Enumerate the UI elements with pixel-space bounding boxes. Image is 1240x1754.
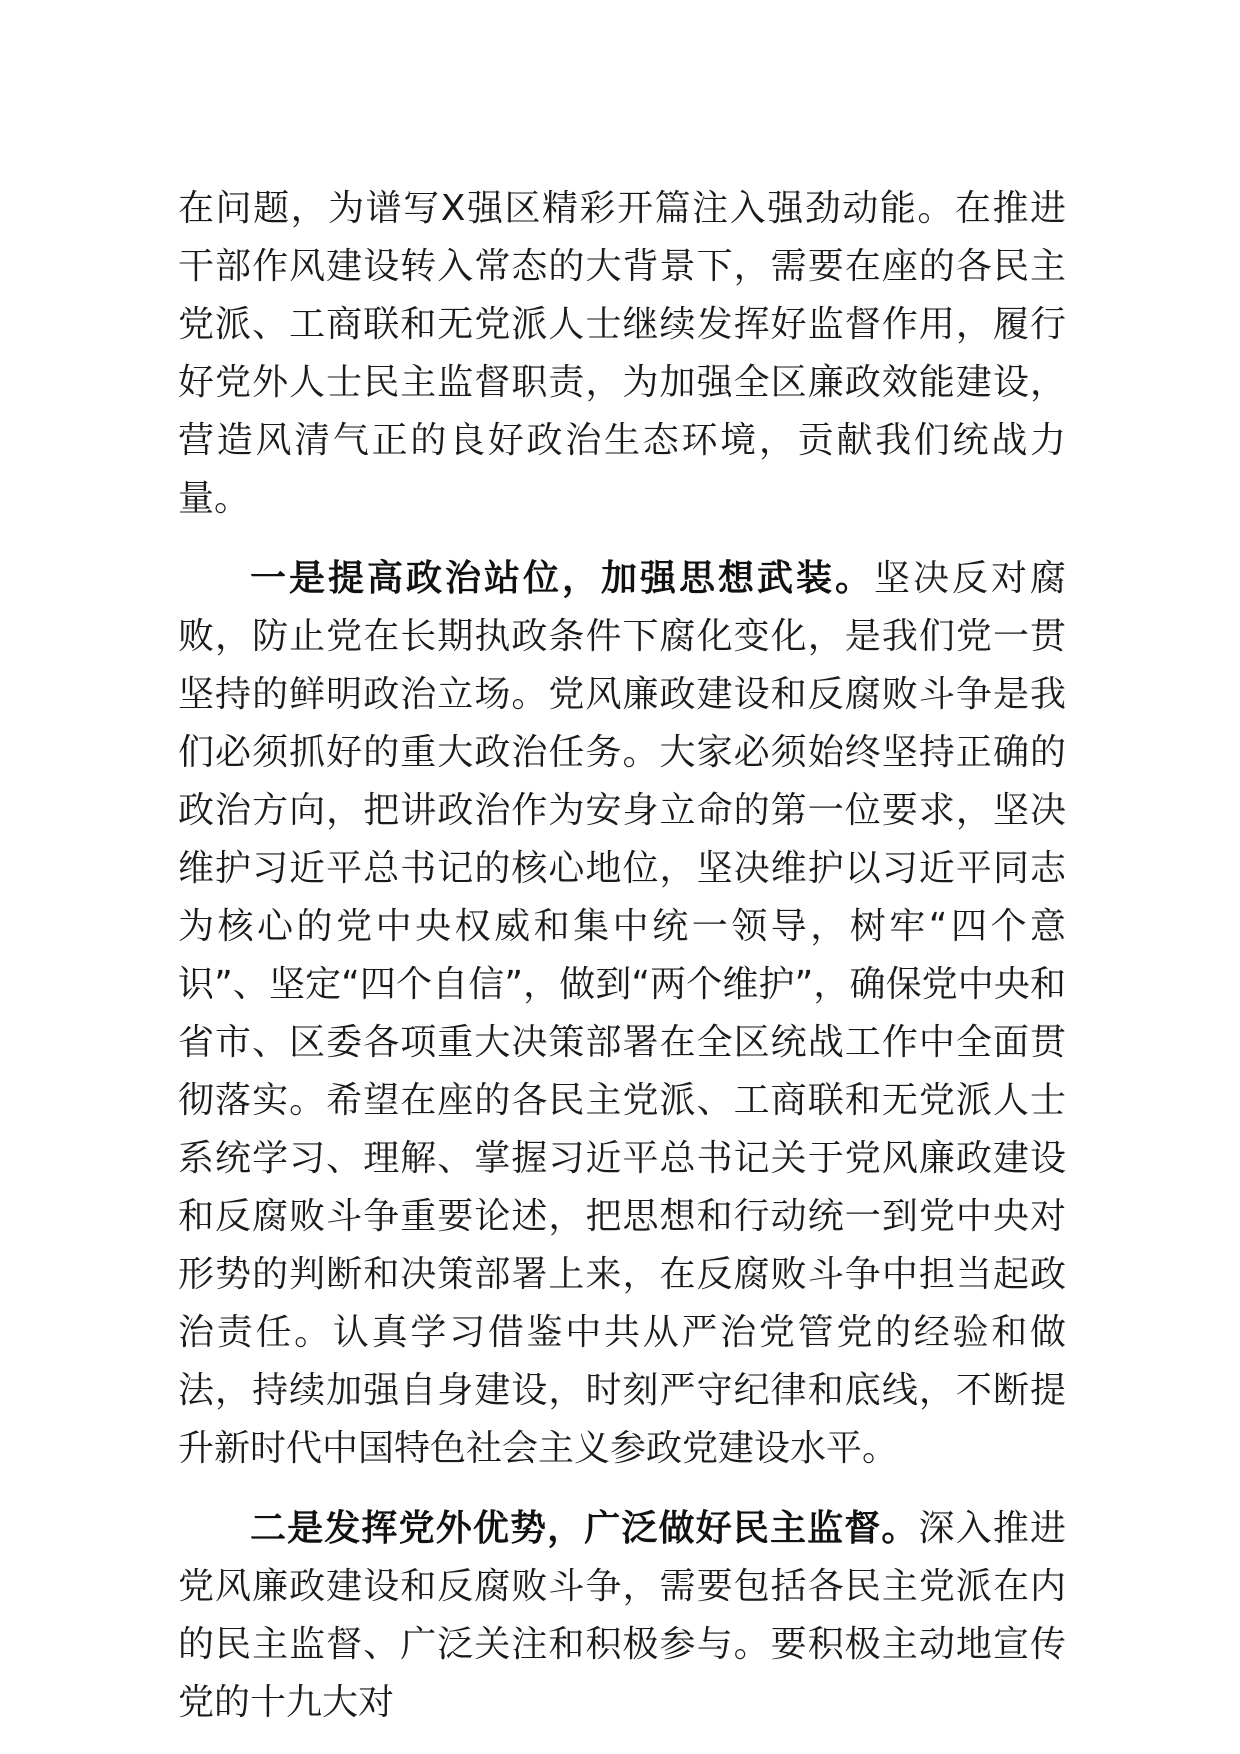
paragraph-point-two xyxy=(178,1500,1066,1732)
paragraph-point-one xyxy=(178,550,1066,1478)
paragraph-intro-text: 在问题，为谱写X强区精彩开篇注入强劲动能。在推进干部作风建设转入常态的大背景下，需要在座的各民主党派、工商联和无党派人士继续发挥好监督作用，履行好党外人士民主监督职责，为加强全区廉政效能建设，营造风清气正的良好政治生态环境，贡献我们统战力量。 xyxy=(178,188,1066,519)
paragraph-point-two-heading: 二是发挥党外优势，广泛做好民主监督。 xyxy=(250,1508,919,1549)
paragraph-point-one-heading: 一是提高政治站位，加强思想武装。 xyxy=(250,558,874,599)
paragraph-point-two-text: 深入推进党风廉政建设和反腐败斗争，需要包括各民主党派在内的民主监督、广泛关注和积极参与。要积极主动地宣传党的十九大对 xyxy=(178,1508,1066,1723)
paragraph-point-one-text: 坚决反对腐败，防止党在长期执政条件下腐化变化，是我们党一贯坚持的鲜明政治立场。党风廉政建设和反腐败斗争是我们必须抓好的重大政治任务。大家必须始终坚持正确的政治方向，把讲政治作为安身立命的第一位要求，坚决维护习近平总书记的核心地位，坚决维护以习近平同志为核心的党中央权威和集中统一领导，树牢“四个意识”、坚定“四个自信”，做到“两个维护”，确保党中央和省市、区委各项重大决策部署在全区统战工作中全面贯彻落实。希望在座的各民主党派、工商联和无党派人士系统学习、理解、掌握习近平总书记关于党风廉政建设和反腐败斗争重要论述，把思想和行动统一到党中央对形势的判断和决策部署上来，在反腐败斗争中担当起政治责任。认真学习借鉴中共从严治党管党的经验和做法，持续加强自身建设，时刻严守纪律和底线，不断提升新时代中国特色社会主义参政党建设水平。 xyxy=(178,558,1066,1469)
document-page xyxy=(178,180,1066,1732)
paragraph-intro xyxy=(178,180,1066,528)
